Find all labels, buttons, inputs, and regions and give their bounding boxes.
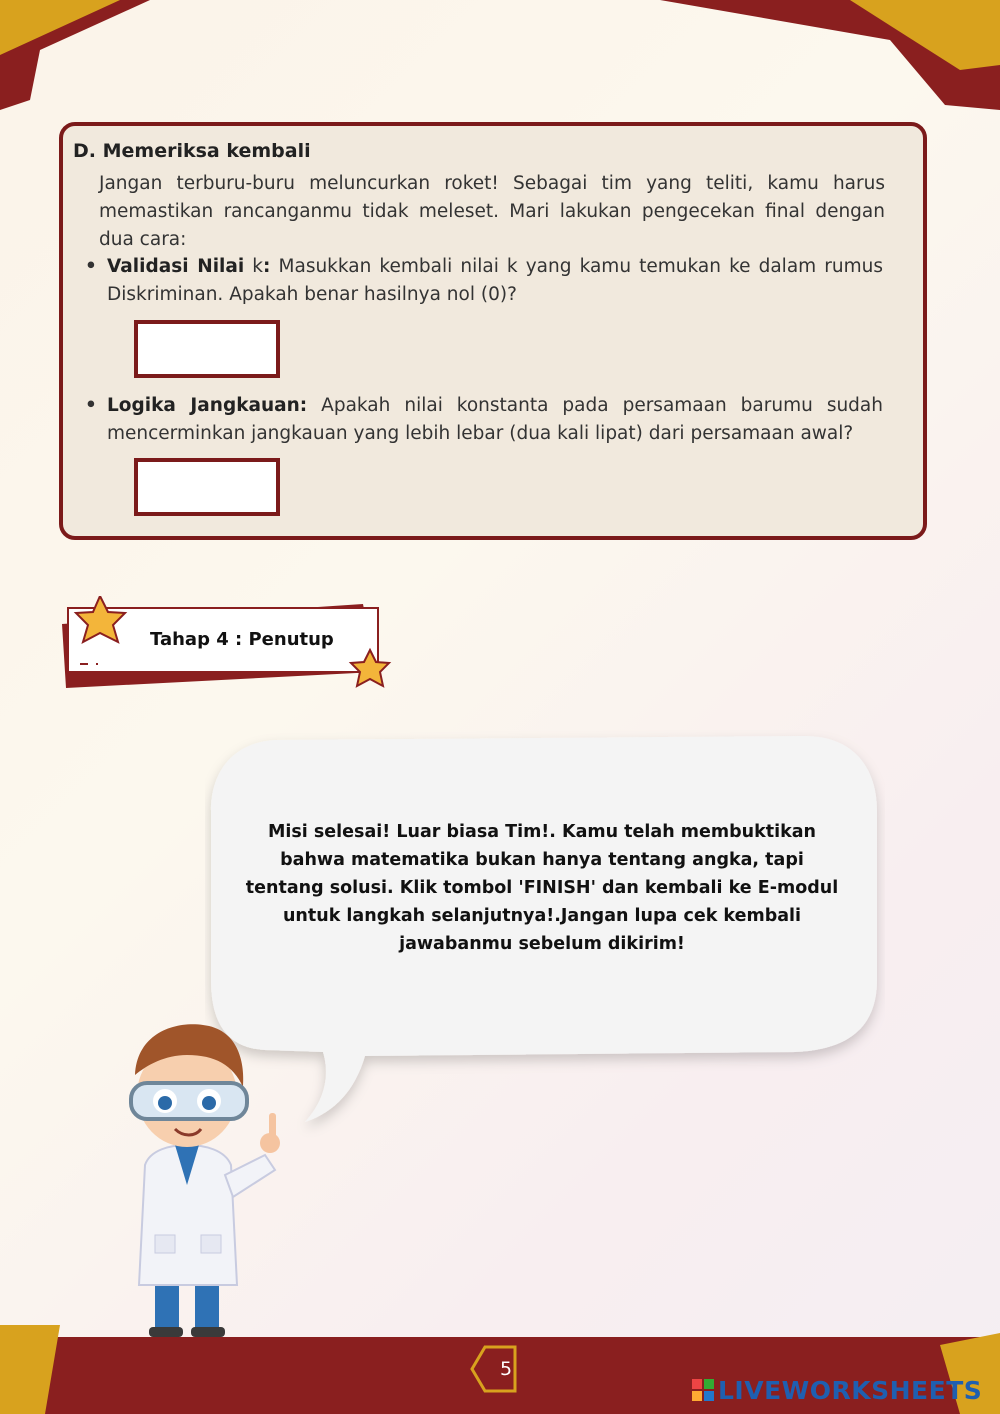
section-intro: Jangan terburu-buru meluncurkan roket! Sebagai tim yang teliti, kamu harus memastikan rancanganmu tidak meleset. Mari lakukan pengecekan final dengan dua cara:: [99, 173, 885, 250]
item-text: Masukkan kembali nilai k yang kamu temukan ke dalam rumus Diskriminan. Apakah benar hasilnya nol (0)?: [107, 256, 883, 305]
check-again-card: [59, 122, 927, 540]
item-colon: :: [263, 256, 271, 277]
scientist-boy-illustration: [125, 1015, 290, 1340]
stage-label: Tahap 4 : Penutup: [150, 629, 334, 650]
liveworksheets-icon: [692, 1379, 714, 1401]
speech-text: Misi selesai! Luar biasa Tim!. Kamu telah membuktikan bahwa matematika bukan hanya tentang angka, tapi tentang solusi. Klik tombol 'FINISH' dan kembali ke E-modul untuk langkah selanjutnya!.Jangan lupa cek kembali jawabanmu sebelum dikirim!: [245, 822, 839, 954]
section-title: D. Memeriksa kembali: [73, 140, 311, 162]
page-number: 5: [499, 1358, 513, 1380]
list-item: [85, 392, 883, 448]
answer-input-validasi[interactable]: [134, 320, 280, 378]
top-left-corner-decoration: [0, 0, 160, 110]
list-item: [85, 253, 883, 309]
liveworksheets-logo: [692, 1374, 982, 1406]
item-label-suffix: k: [244, 256, 264, 277]
top-right-corner-decoration: [660, 0, 1000, 120]
answer-input-logika[interactable]: [134, 458, 280, 516]
item-label: Validasi Nilai: [107, 256, 245, 277]
stage-tag-banner: [58, 596, 398, 706]
item-text: Apakah nilai konstanta pada persamaan barumu sudah mencerminkan jangkauan yang lebih lebar (dua kali lipat) dari persamaan awal?: [107, 395, 883, 444]
bullet-dot: •: [85, 256, 97, 277]
item-label: Logika Jangkauan:: [107, 395, 308, 416]
bullet-dot: •: [85, 395, 97, 416]
brand-name: LIVEWORKSHEETS: [718, 1375, 983, 1405]
